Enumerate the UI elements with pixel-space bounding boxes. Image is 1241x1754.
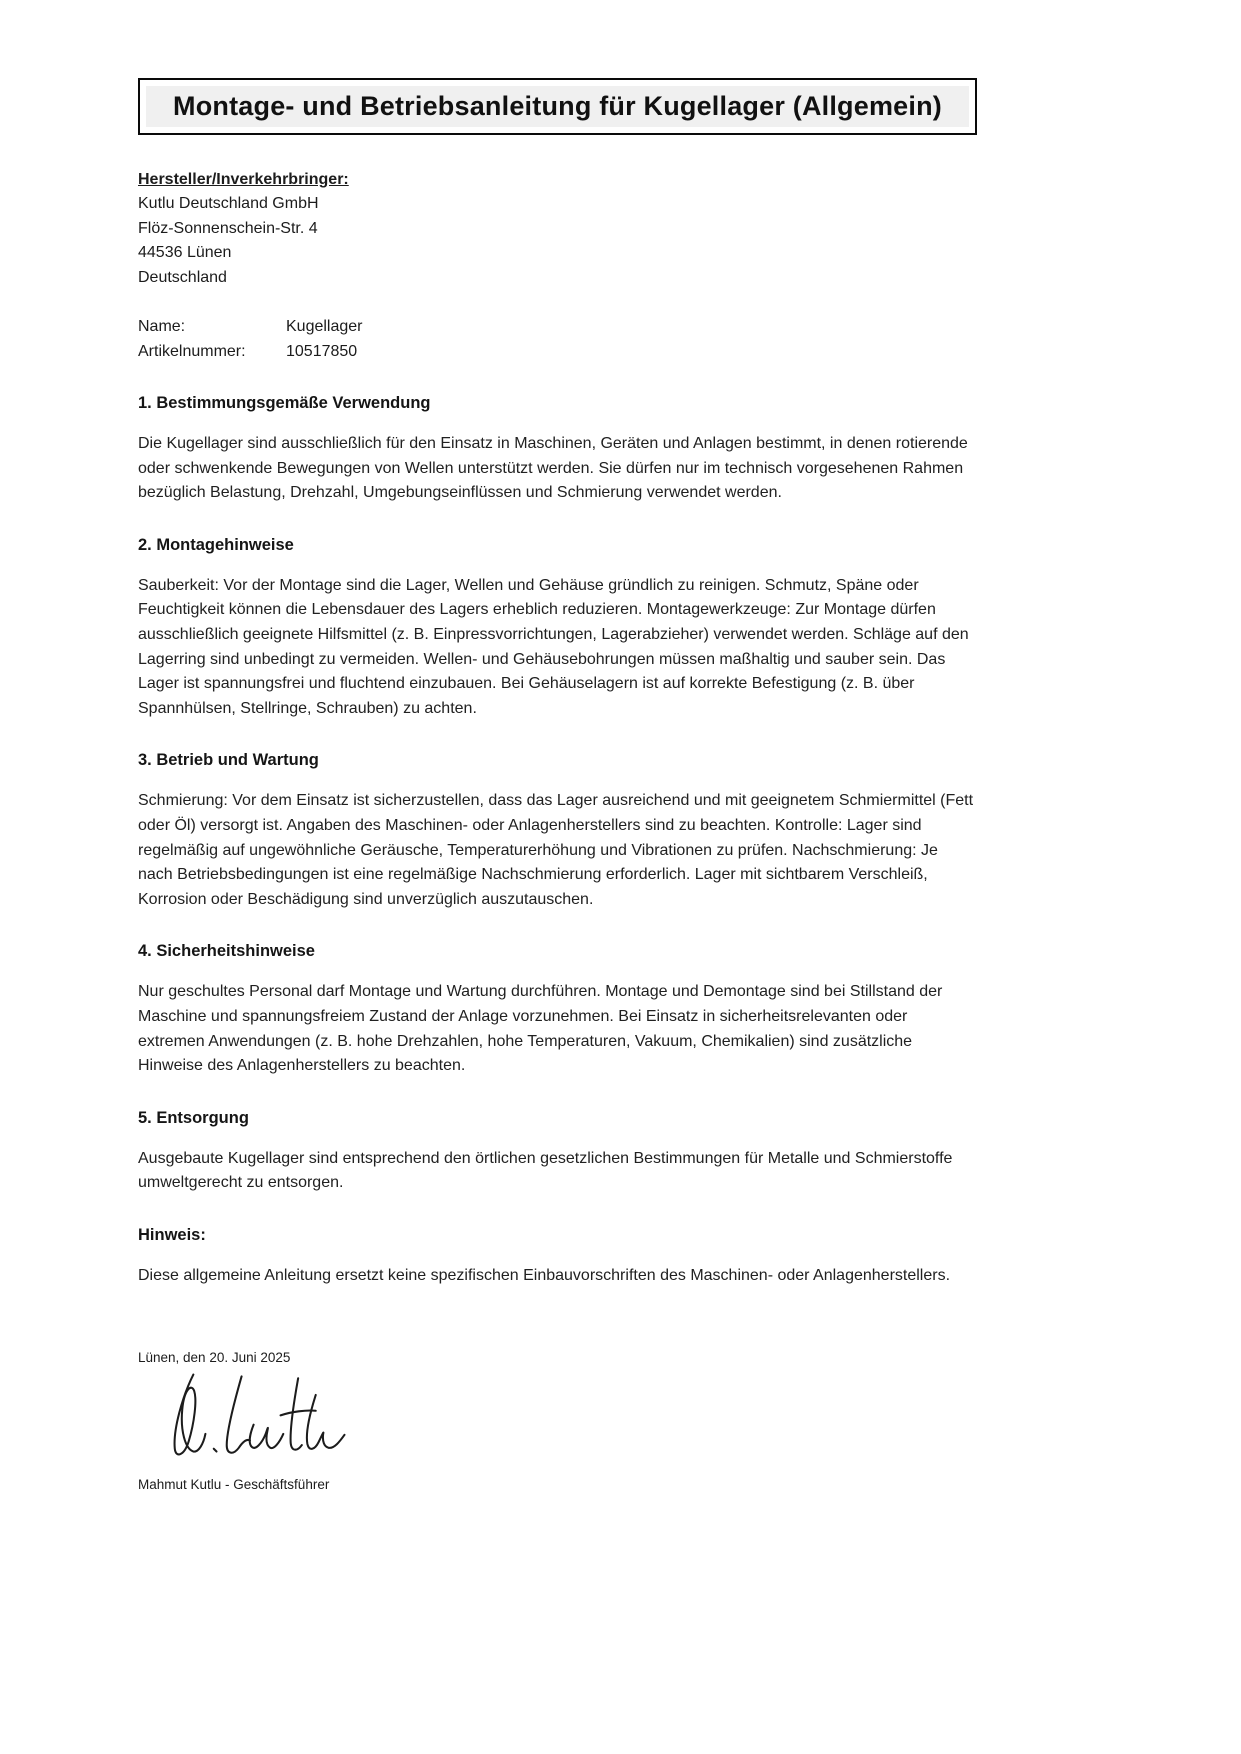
date-place-line: Lünen, den 20. Juni 2025 xyxy=(138,1350,291,1366)
manufacturer-street: Flöz-Sonnenschein-Str. 4 xyxy=(138,219,318,237)
manufacturer-country: Deutschland xyxy=(138,268,227,286)
title-box xyxy=(138,78,977,135)
product-name-label: Name: xyxy=(138,318,186,335)
product-article-label: Artikelnummer: xyxy=(138,342,246,360)
product-article-value: 10517850 xyxy=(286,342,358,360)
section-safety-notes xyxy=(138,942,977,1078)
product-name-row xyxy=(138,315,977,340)
section-mounting-notes xyxy=(138,536,977,722)
product-block xyxy=(138,315,977,364)
manufacturer-label: Hersteller/Inverkehrbringer: xyxy=(138,171,349,188)
section-operation-maintenance xyxy=(138,751,977,912)
section-heading: Hinweis: xyxy=(138,1225,206,1244)
section-body: Schmierung: Vor dem Einsatz ist sicherzustellen, dass das Lager ausreichend und mit geeignetem Schmiermittel (Fett oder Öl) versorgt ist. Angaben des Maschinen- oder Anlagenherstellers sind zu beachten. Kontrolle: Lager sind regelmäßig auf ungewöhnliche Geräusche, Temperaturerhöhung und Vibrationen zu prüfen. Nachschmierung: Je nach Betriebsbedingungen ist eine regelmäßige Nachschmierung erforderlich. Lager mit sichtbarem Verschleiß, Korrosion oder Beschädigung sind unverzüglich auszutauschen. xyxy=(138,792,974,908)
section-heading: 3. Betrieb und Wartung xyxy=(138,751,319,770)
section-note xyxy=(138,1226,977,1289)
manufacturer-company: Kutlu Deutschland GmbH xyxy=(138,195,319,212)
manufacturer-block xyxy=(138,171,977,290)
section-body: Ausgebaute Kugellager sind entsprechend den örtlichen gesetzlichen Bestimmungen für Metalle und Schmierstoffe umweltgerecht zu entsorgen. xyxy=(138,1149,953,1192)
manufacturer-city: 44536 Lünen xyxy=(138,244,232,261)
handwritten-signature-icon xyxy=(154,1369,977,1471)
product-article-row xyxy=(138,340,977,365)
section-disposal xyxy=(138,1109,977,1196)
section-body: Diese allgemeine Anleitung ersetzt keine spezifischen Einbauvorschriften des Maschinen- oder Anlagenherstellers. xyxy=(138,1266,951,1284)
product-name-value: Kugellager xyxy=(286,318,363,335)
section-heading: 5. Entsorgung xyxy=(138,1108,249,1127)
section-body: Die Kugellager sind ausschließlich für den Einsatz in Maschinen, Geräten und Anlagen bestimmt, in denen rotierende oder schwenkende Bewegungen von Wellen unterstützt werden. Sie dürfen nur im technisch vorgesehenen Rahmen bezüglich Belastung, Drehzahl, Umgebungseinflüssen und Schmierung verwendet werden. xyxy=(138,435,968,502)
page-title: Montage- und Betriebsanleitung für Kugellager (Allgemein) xyxy=(146,86,969,127)
section-intended-use xyxy=(138,394,977,506)
section-body: Sauberkeit: Vor der Montage sind die Lager, Wellen und Gehäuse gründlich zu reinigen. Schmutz, Späne oder Feuchtigkeit können die Lebensdauer des Lagers erheblich reduzieren. Montagewerkzeuge: Zur Montage dürfen ausschließlich geeignete Hilfsmittel (z. B. Einpressvorrichtungen, Lagerabzieher) verwendet werden. Schläge auf den Lagerring sind unbedingt zu vermeiden. Wellen- und Gehäusebohrungen müssen maßhaltig und sauber sein. Das Lager ist spannungsfrei und fluchtend einzubauen. Bei Gehäuselagern ist auf korrekte Befestigung (z. B. über Spannhülsen, Stellringe, Schrauben) zu achten. xyxy=(138,576,969,717)
section-heading: 4. Sicherheitshinweise xyxy=(138,942,315,961)
section-heading: 1. Bestimmungsgemäße Verwendung xyxy=(138,394,431,412)
section-body: Nur geschultes Personal darf Montage und Wartung durchführen. Montage und Demontage sind bei Stillstand der Maschine und spannungsfreiem Zustand der Anlage vorzunehmen. Bei Einsatz in sicherheitsrelevanten oder extremen Anwendungen (z. B. hohe Drehzahlen, hohe Temperaturen, Vakuum, Chemikalien) sind zusätzliche Hinweise des Anlagenherstellers zu beachten. xyxy=(138,983,943,1075)
signer-name-line: Mahmut Kutlu - Geschäftsführer xyxy=(138,1477,330,1493)
section-heading: 2. Montagehinweise xyxy=(138,535,294,554)
